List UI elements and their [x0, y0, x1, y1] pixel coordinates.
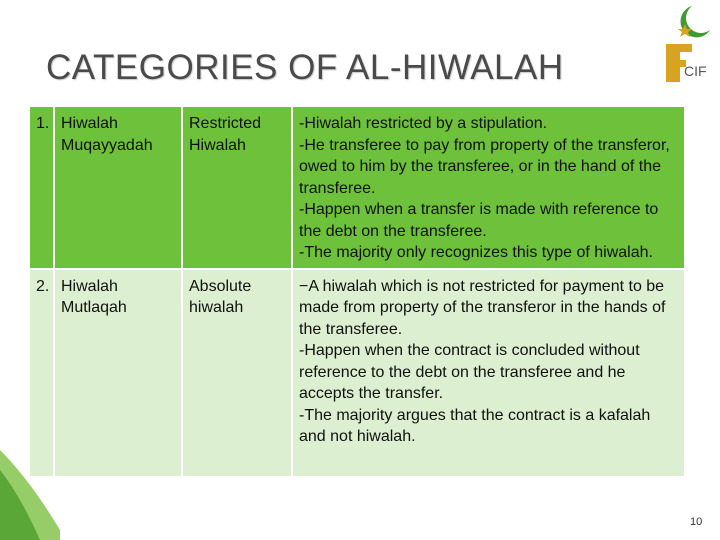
definition-cell [292, 269, 685, 476]
definition-cell [292, 107, 685, 269]
definition-line: -The majority only recognizes this type of hiwalah. [299, 244, 653, 261]
definition-line: -Happen when the contract is concluded without reference to the debt on the transferee and he accepts the transfer. [299, 342, 640, 402]
definition-line: -He transferee to pay from property of the transferor, owed to him by the transferee, or in the hand of the transferee. [299, 136, 670, 197]
arabic-term: Hiwalah Muqayyadah [54, 107, 182, 269]
slide-title: CATEGORIES OF AL-HIWALAH [46, 48, 564, 87]
table-row [30, 269, 685, 476]
row-number: 2. [30, 269, 54, 476]
definition-line: -Happen when a transfer is made with reference to the debt on the transferee. [299, 201, 659, 240]
english-term: Restricted Hiwalah [182, 107, 292, 269]
logo-text: CIF [684, 63, 707, 79]
definition-line: -Hiwalah restricted by a stipulation. [299, 115, 548, 132]
page-number: 10 [690, 516, 703, 528]
english-term: Absolute hiwalah [182, 269, 292, 476]
definition-line: -The majority argues that the contract is a kafalah and not hiwalah. [299, 406, 651, 445]
arabic-term: Hiwalah Mutlaqah [54, 269, 182, 476]
definition-line: −A hiwalah which is not restricted for payment to be made from property of the transferor in the hands of the transferee. [299, 277, 666, 338]
table-row [30, 107, 685, 269]
categories-table [30, 107, 686, 476]
row-number: 1. [30, 107, 54, 269]
cif-logo [652, 0, 720, 90]
